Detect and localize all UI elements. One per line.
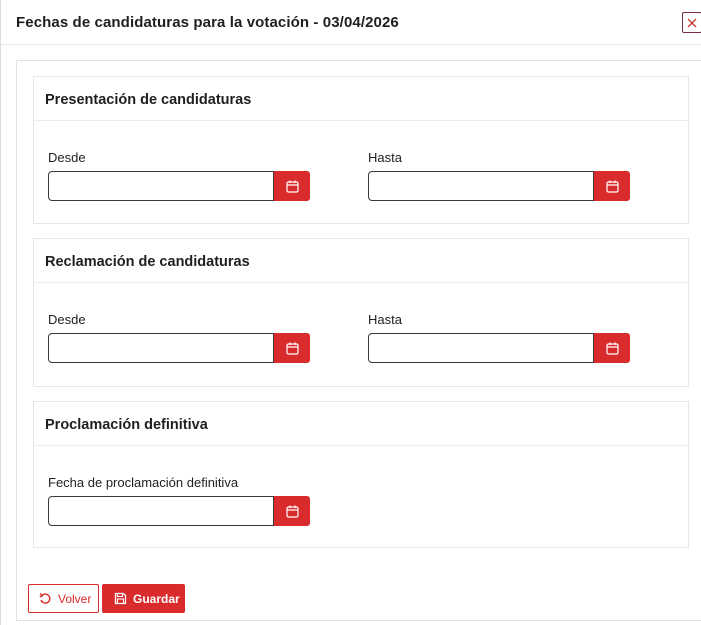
date-picker-hasta [368, 333, 630, 364]
calendar-icon [286, 342, 299, 355]
modal-body [16, 60, 701, 621]
date-picker-desde [48, 333, 310, 364]
date-picker-proclamacion [48, 496, 310, 527]
back-button[interactable] [28, 584, 99, 613]
section-reclamacion [33, 238, 689, 387]
date-input-proclamacion[interactable] [48, 496, 274, 526]
calendar-button[interactable] [594, 333, 630, 363]
field-label-desde: Desde [48, 312, 86, 327]
calendar-icon [606, 342, 619, 355]
date-input-hasta[interactable] [368, 333, 594, 363]
calendar-button[interactable] [594, 171, 630, 201]
section-presentacion [33, 76, 689, 224]
calendar-icon [286, 505, 299, 518]
date-input-desde[interactable] [48, 171, 274, 201]
close-button[interactable] [682, 12, 701, 33]
date-picker-hasta [368, 171, 630, 202]
calendar-button[interactable] [274, 171, 310, 201]
undo-icon [39, 592, 52, 605]
calendar-icon [286, 180, 299, 193]
save-button[interactable] [102, 584, 185, 613]
field-label-hasta: Hasta [368, 150, 402, 165]
modal-header [1, 0, 701, 45]
field-label-fecha-proclamacion: Fecha de proclamación definitiva [48, 475, 239, 490]
close-icon [687, 18, 697, 28]
modal-title: Fechas de candidaturas para la votación - 03/04/2026 [16, 14, 399, 31]
save-button-label: Guardar [133, 591, 180, 606]
field-label-hasta: Hasta [368, 312, 402, 327]
section-proclamacion [33, 401, 689, 548]
section-title: Reclamación de candidaturas [34, 239, 688, 283]
date-input-desde[interactable] [48, 333, 274, 363]
calendar-icon [606, 180, 619, 193]
field-label-desde: Desde [48, 150, 86, 165]
back-button-label: Volver [58, 591, 92, 606]
calendar-button[interactable] [274, 333, 310, 363]
calendar-button[interactable] [274, 496, 310, 526]
section-title: Presentación de candidaturas [34, 77, 688, 121]
date-input-hasta[interactable] [368, 171, 594, 201]
section-title: Proclamación definitiva [34, 402, 688, 446]
date-picker-desde [48, 171, 310, 202]
save-icon [114, 592, 127, 605]
